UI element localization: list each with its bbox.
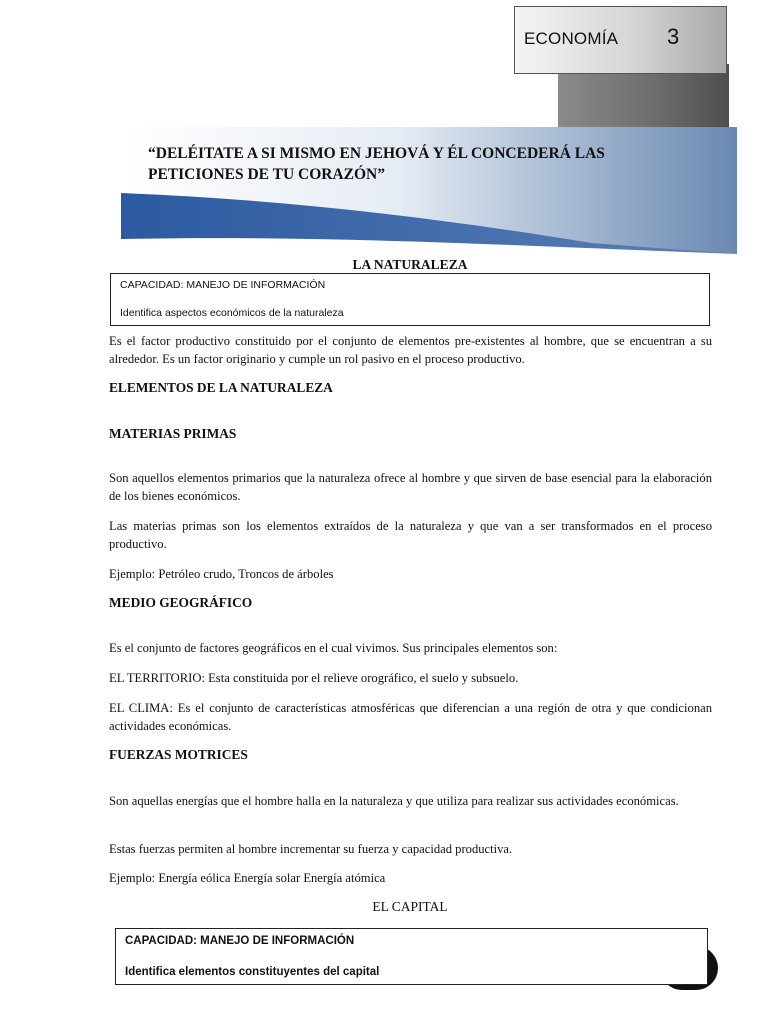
medio-clima: EL CLIMA: Es el conjunto de características atmosféricas que diferencian a una región de otra y que condicionan actividades económicas. (109, 701, 712, 733)
subject-label: ECONOMÍA (524, 29, 619, 48)
fuerzas-paragraph-2: Estas fuerzas permiten al hombre incrementar su fuerza y capacidad productiva. (109, 842, 513, 856)
subject-number: 3 (667, 24, 680, 49)
medio-territorio: EL TERRITORIO: Esta constituida por el relieve orográfico, el suelo y subsuelo. (109, 671, 519, 685)
heading-fuerzas-motrices: FUERZAS MOTRICES (109, 747, 248, 762)
materias-paragraph-2: Las materias primas son los elementos extraídos de la naturaleza y que van a ser transformados en el proceso productivo. (109, 519, 712, 551)
materias-example: Ejemplo: Petróleo crudo, Troncos de árboles (109, 567, 334, 581)
heading-medio-geografico: MEDIO GEOGRÁFICO (109, 595, 253, 610)
heading-materias-primas: MATERIAS PRIMAS (109, 426, 237, 441)
subject-box-shadow (558, 64, 729, 132)
section-title-naturaleza: LA NATURALEZA (352, 257, 468, 272)
heading-elementos: ELEMENTOS DE LA NATURALEZA (109, 380, 333, 395)
fuerzas-example: Ejemplo: Energía eólica Energía solar Energía atómica (109, 871, 386, 885)
medio-paragraph-1: Es el conjunto de factores geográficos en el cual vivimos. Sus principales elementos son: (109, 641, 558, 655)
naturaleza-intro: Es el factor productivo constituido por el conjunto de elementos pre-existentes al hombre, que se encuentran a su alrededor. Es un factor originario y cumple un rol pasivo en el proceso productivo. (109, 334, 712, 366)
section-title-capital: EL CAPITAL (372, 899, 448, 914)
banner-quote (148, 143, 668, 185)
capacity-title: CAPACIDAD: MANEJO DE INFORMACIÓN (120, 279, 326, 291)
capacity-description: Identifica elementos constituyentes del capital (125, 966, 380, 978)
capacity-description: Identifica aspectos económicos de la naturaleza (120, 307, 344, 319)
fuerzas-paragraph-1: Son aquellas energías que el hombre halla en la naturaleza y que utiliza para realizar sus actividades económicas. (109, 794, 679, 808)
quote-line-2: PETICIONES DE TU CORAZÓN” (148, 166, 385, 183)
capacity-title: CAPACIDAD: MANEJO DE INFORMACIÓN (125, 935, 355, 947)
quote-line-1: “DELÉITATE A SI MISMO EN JEHOVÁ Y ÉL CONCEDERÁ LAS (148, 145, 605, 162)
capacity-box-capital (115, 928, 708, 985)
capacity-box-naturaleza (110, 273, 710, 326)
materias-paragraph-1: Son aquellos elementos primarios que la naturaleza ofrece al hombre y que sirven de base esencial para la elaboración de los bienes económicos. (109, 471, 712, 503)
